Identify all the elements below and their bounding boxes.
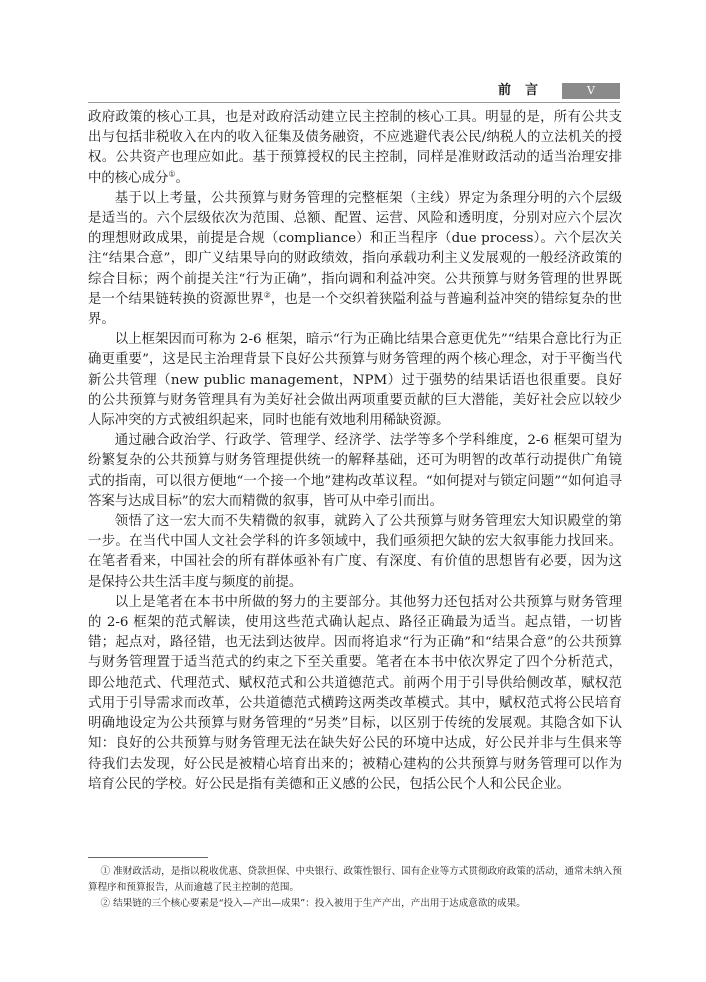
- paragraph: [88, 431, 622, 512]
- header-rule: [88, 102, 620, 103]
- paragraph-text: 基于以上考量，公共预算与财务管理的完整框架（主线）界定为条理分明的六个层级是适当的。六个层级依次为范围、总额、配置、运营、风险和透明度，分别对应六个层次的理想财政成果，前提是合规（compliance）和正当程序（due process）。六个层次关注“结果合意”，即广义结果导向的财政绩效，指向承载功利主义发展观的一般经济政策的综合目标；两个前提关注“行为正确”，指向调和利益冲突。公共预算与财务管理的世界既是一个结果链转换的资源世界: [88, 190, 622, 307]
- paragraph-text: 政府政策的核心工具，也是对政府活动建立民主控制的核心工具。明显的是，所有公共支出与包括非税收入在内的收入征集及债务融资，不应逃避代表公民/纳税人的立法机关的授权。公共资产也理应如此。基于预算授权的民主控制，同样是准财政活动的适当治理安排中的核心成分: [88, 110, 622, 186]
- page-number-badge: V: [562, 83, 620, 99]
- footnote-ref[interactable]: ①: [168, 169, 176, 179]
- footnotes: [88, 864, 622, 912]
- paragraph: [88, 512, 622, 593]
- footnote: ① 准财政活动，是指以税收优惠、贷款担保、中央银行、政策性银行、国有企业等方式贯彻政府政策的活动，通常未纳入预算程序和预算报告，从而逾越了民主控制的范围。: [88, 866, 622, 893]
- paragraph: [88, 330, 622, 431]
- paragraph: [88, 189, 622, 330]
- paragraph-text-tail: ，也是一个交织着狭隘利益与普遍利益冲突的错综复杂的世界。: [88, 291, 623, 328]
- body-text: [88, 108, 622, 795]
- footnote: ② 结果链的三个核心要素是“投入—产出—成果”：投入被用于生产产出，产出用于达成意欲的成果。: [100, 898, 526, 909]
- page-header: [88, 82, 620, 100]
- footnote-ref[interactable]: ②: [263, 290, 271, 300]
- running-title: 前言: [497, 83, 552, 98]
- paragraph: [88, 108, 622, 189]
- paragraph: [88, 593, 622, 795]
- paragraph-text: 通过融合政治学、行政学、管理学、经济学、法学等多个学科维度，2-6 框架可望为纷繁复杂的公共预算与财务管理提供统一的解释基础，还可为明智的改革行动提供广角镜式的指南，可以很方便地“一个接一个地”建构改革议程。“如何提对与锁定问题”“如何追寻答案与达成目标”的宏大而精微的叙事，皆可从中牵引而出。: [88, 433, 622, 509]
- paragraph-text: 以上框架因而可称为 2-6 框架，暗示“行为正确比结果合意更优先”“结果合意比行为正确更重要”，这是民主治理背景下良好公共预算与财务管理的两个核心理念，对于平衡当代新公共管理（new public management，NPM）过于强势的结果话语也很重要。良好的公共预算与财务管理具有为美好社会做出两项重要贡献的巨大潜能，美好社会应以较少人际冲突的方式被组织起来，同时也能有效地利用稀缺资源。: [88, 332, 622, 429]
- paragraph-text-tail: 。: [175, 170, 189, 186]
- footnote-rule: [88, 857, 208, 858]
- paragraph-text: 以上是笔者在本书中所做的努力的主要部分。其他努力还包括对公共预算与财务管理的 2-6 框架的范式解读，使用这些范式确认起点、路径正确最为适当。起点错，一切皆错；起点对，路径错，也无法到达彼岸。因而将追求“行为正确”和“结果合意”的公共预算与财务管理置于适当范式的约束之下至关重要。笔者在本书中依次界定了四个分析范式，即公地范式、代理范式、赋权范式和公共道德范式。前两个用于引导供给侧改革，赋权范式用于引导需求而改革，公共道德范式横跨这两类改革模式。其中，赋权范式将公民培育明确地设定为公共预算与财务管理的“另类”目标，以区别于传统的发展观。其隐含如下认知：良好的公共预算与财务管理无法在缺失好公民的环境中达成，好公民并非与生俱来等待我们去发现，好公民是被精心培育出来的；被精心建构的公共预算与财务管理可以作为培育公民的学校。好公民是指有美德和正义感的公民，包括公民个人和公民企业。: [88, 594, 622, 792]
- paragraph-text: 领悟了这一宏大而不失精微的叙事，就跨入了公共预算与财务管理宏大知识殿堂的第一步。在当代中国人文社会学科的许多领域中，我们亟须把欠缺的宏大叙事能力找回来。在笔者看来，中国社会的所有群体亟补有广度、有深度、有价值的思想皆有必要，因为这是保持公共生活丰度与频度的前提。: [88, 514, 622, 590]
